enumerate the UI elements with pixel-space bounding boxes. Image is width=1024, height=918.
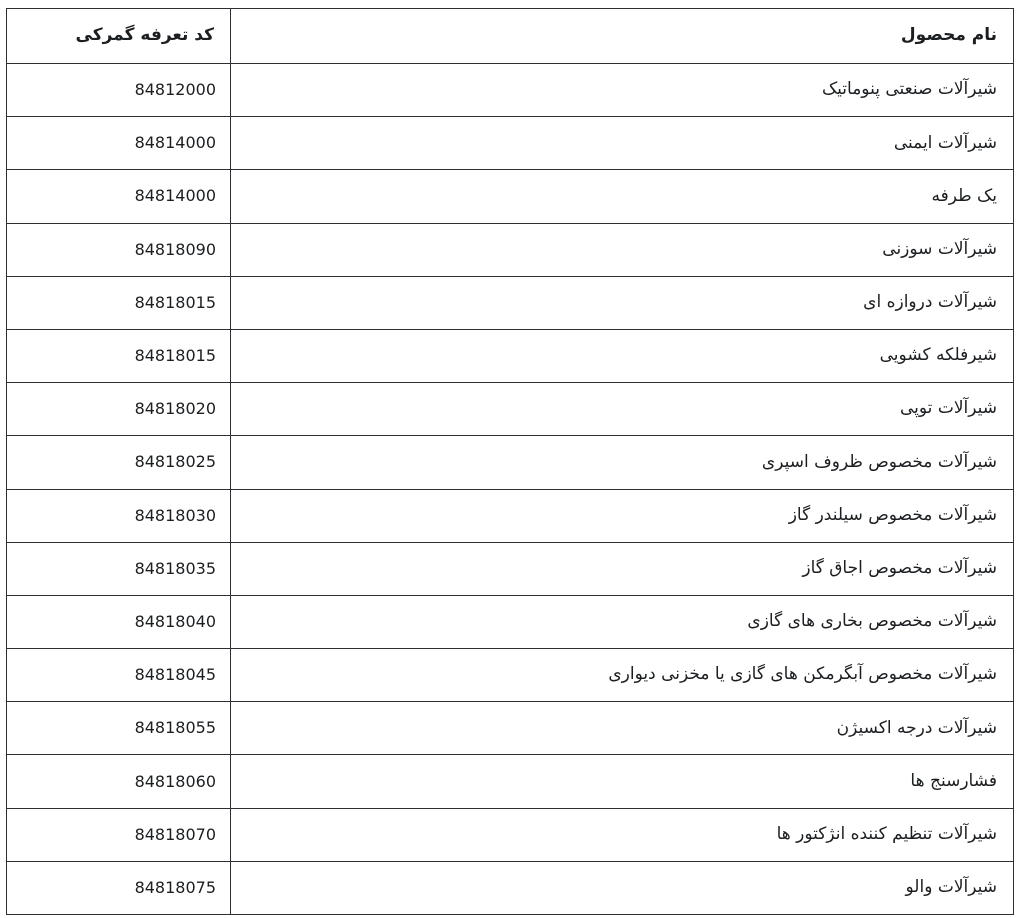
table-row [7, 383, 1014, 436]
table-row [7, 223, 1014, 276]
product-name-cell: شیرآلات دروازه ای [231, 276, 1014, 329]
table-row [7, 489, 1014, 542]
table-row [7, 542, 1014, 595]
tariff-code-cell: 84818015 [7, 329, 231, 382]
table-row [7, 702, 1014, 755]
tariff-code-cell: 84818070 [7, 808, 231, 861]
table-header [7, 9, 1014, 64]
table-row [7, 117, 1014, 170]
tariff-code-cell: 84812000 [7, 64, 231, 117]
column-header-product-name: نام محصول [231, 9, 1014, 64]
tariff-code-cell: 84818025 [7, 436, 231, 489]
tariff-code-cell: 84818020 [7, 383, 231, 436]
column-header-tariff-code: کد تعرفه گمرکی [7, 9, 231, 64]
product-name-cell: شیرآلات صنعتی پنوماتیک [231, 64, 1014, 117]
table-row [7, 276, 1014, 329]
tariff-code-cell: 84814000 [7, 117, 231, 170]
product-name-cell: فشارسنج ها [231, 755, 1014, 808]
tariff-table-container [7, 8, 1014, 908]
product-name-cell: شیرآلات مخصوص اجاق گاز [231, 542, 1014, 595]
table-row [7, 595, 1014, 648]
product-name-cell: شیرآلات تنظیم کننده انژکتور ها [231, 808, 1014, 861]
table-row [7, 861, 1014, 914]
table-body [7, 64, 1014, 915]
table-row [7, 436, 1014, 489]
customs-tariff-table [6, 8, 1014, 915]
tariff-code-cell: 84818055 [7, 702, 231, 755]
product-name-cell: شیرآلات والو [231, 861, 1014, 914]
tariff-code-cell: 84818035 [7, 542, 231, 595]
tariff-code-cell: 84818075 [7, 861, 231, 914]
product-name-cell: یک طرفه [231, 170, 1014, 223]
table-row [7, 649, 1014, 702]
tariff-code-cell: 84818060 [7, 755, 231, 808]
product-name-cell: شیرآلات سوزنی [231, 223, 1014, 276]
tariff-code-cell: 84818040 [7, 595, 231, 648]
product-name-cell: شیرفلکه کشویی [231, 329, 1014, 382]
product-name-cell: شیرآلات درجه اکسیژن [231, 702, 1014, 755]
tariff-code-cell: 84818090 [7, 223, 231, 276]
tariff-code-cell: 84818045 [7, 649, 231, 702]
product-name-cell: شیرآلات مخصوص سیلندر گاز [231, 489, 1014, 542]
table-row [7, 755, 1014, 808]
table-header-row [7, 9, 1014, 64]
product-name-cell: شیرآلات توپی [231, 383, 1014, 436]
product-name-cell: شیرآلات مخصوص بخاری های گازی [231, 595, 1014, 648]
tariff-code-cell: 84818030 [7, 489, 231, 542]
table-row [7, 64, 1014, 117]
product-name-cell: شیرآلات مخصوص ظروف اسپری [231, 436, 1014, 489]
product-name-cell: شیرآلات مخصوص آبگرمکن های گازی یا مخزنی دیواری [231, 649, 1014, 702]
table-row [7, 329, 1014, 382]
product-name-cell: شیرآلات ایمنی [231, 117, 1014, 170]
table-row [7, 808, 1014, 861]
table-row [7, 170, 1014, 223]
tariff-code-cell: 84818015 [7, 276, 231, 329]
tariff-code-cell: 84814000 [7, 170, 231, 223]
